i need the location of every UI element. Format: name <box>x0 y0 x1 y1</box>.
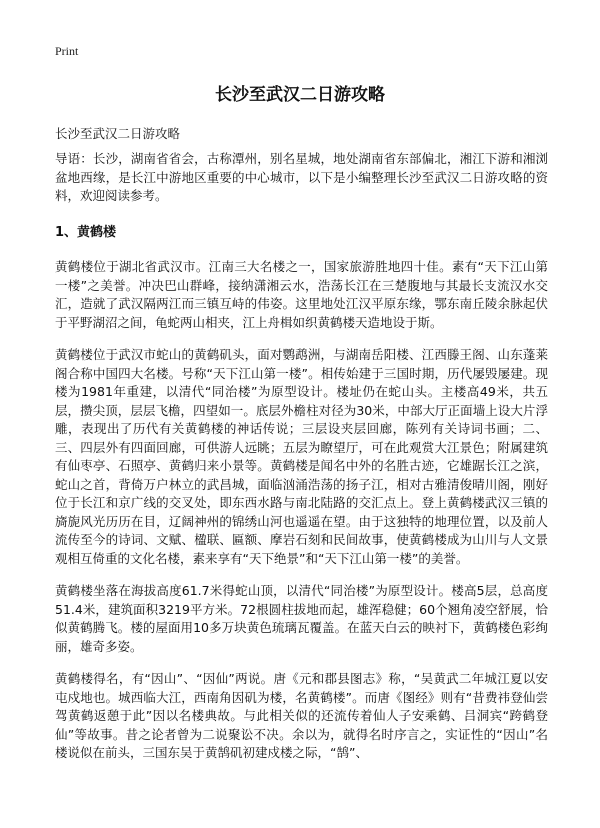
section-paragraph-2: 黄鹤楼位于武汉市蛇山的黄鹤矶头，面对鹦鹉洲，与湖南岳阳楼、江西滕王阁、山东蓬莱阁合称中国四大名楼。号称“天下江山第一楼”。相传始建于三国时期，历代屡毁屡建。现楼为1981年重建，以清代“同治楼”为原型设计。楼址仍在蛇山头。主楼高49米，共五层，攒尖顶，层层飞檐，四望如一。底层外檐柱对径为30米，中部大厅正面墙上设大片浮雕，表现出了历代有关黄鹤楼的神话传说；三层设夹层回廊，陈列有关诗词书画；二、三、四层外有四面回廊，可供游人远眺；五层为瞭望厅，可在此观赏大江景色；附属建筑有仙枣亭、石照亭、黄鹤归来小景等。黄鹤楼是闻名中外的名胜古迹，它雄踞长江之滨，蛇山之首，背倚万户林立的武昌城，面临汹涌浩荡的扬子江，相对古雅清俊晴川阁，刚好位于长江和京广线的交叉处，即东西水路与南北陆路的交汇点上。登上黄鹤楼武汉三镇的旖旎风光历历在目，辽阔神州的锦绣山河也遥遥在望。由于这独特的地理位置，以及前人流传至今的诗词、文赋、楹联、匾额、摩岩石刻和民间故事，使黄鹤楼成为山川与人文景观相互倚重的文化名楼，素来享有“天下绝景”和“天下江山第一楼”的美誉。 <box>55 347 548 566</box>
section-paragraph-3: 黄鹤楼坐落在海拔高度61.7米得蛇山顶，以清代“同治楼”为原型设计。楼高5层，总高度51.4米，建筑面积3219平方米。72根圆柱拔地而起，雄浑稳健；60个翘角凌空舒展，恰似黄鹤腾飞。楼的屋面用10多万块黄色琉璃瓦覆盖。在蓝天白云的映衬下，黄鹤楼色彩绚丽，雄奇多姿。 <box>55 583 548 654</box>
section-paragraph-4: 黄鹤楼得名，有“因山”、“因仙”两说。唐《元和郡县图志》称，“吴黄武二年城江夏以安屯戍地也。城西临大江，西南角因矶为楼，名黄鹤楼”。而唐《图经》则有“昔费祎登仙尝驾黄鹤返憩于此”因以名楼典故。与此相关似的还流传着仙人子安乘鹤、吕洞宾“跨鹤登仙”等故事。昔之论者曾为二说聚讼不决。余以为，就得名时序言之，实证性的“因山”名楼说似在前头，三国东吴于黄鹄矶初建戍楼之际，“鹄”、 <box>55 671 548 760</box>
page-subtitle: 长沙至武汉二日游攻略 <box>55 126 181 141</box>
intro-paragraph: 导语：长沙，湖南省省会，古称潭州，别名星城，地处湖南省东部偏北，湘江下游和湘浏盆地西缘，是长江中游地区重要的中心城市，以下是小编整理长沙至武汉二日游攻略的资料，欢迎阅读参考。 <box>55 151 548 203</box>
print-label[interactable]: Print <box>55 44 79 58</box>
section-heading: 1、黄鹤楼 <box>55 224 117 240</box>
page-title: 长沙至武汉二日游攻略 <box>215 85 385 105</box>
article-body <box>55 150 548 777</box>
section-paragraph-1: 黄鹤楼位于湖北省武汉市。江南三大名楼之一，国家旅游胜地四十佳。素有“天下江山第一楼”之美誉。冲决巴山群峰，接纳潇湘云水，浩荡长江在三楚腹地与其最长支流汉水交汇，造就了武汉隔两江而三镇互峙的伟姿。这里地处江汉平原东缘，鄂东南丘陵余脉起伏于平野湖沼之间，龟蛇两山相夹，江上舟楫如织黄鹤楼天造地设于斯。 <box>55 259 548 330</box>
